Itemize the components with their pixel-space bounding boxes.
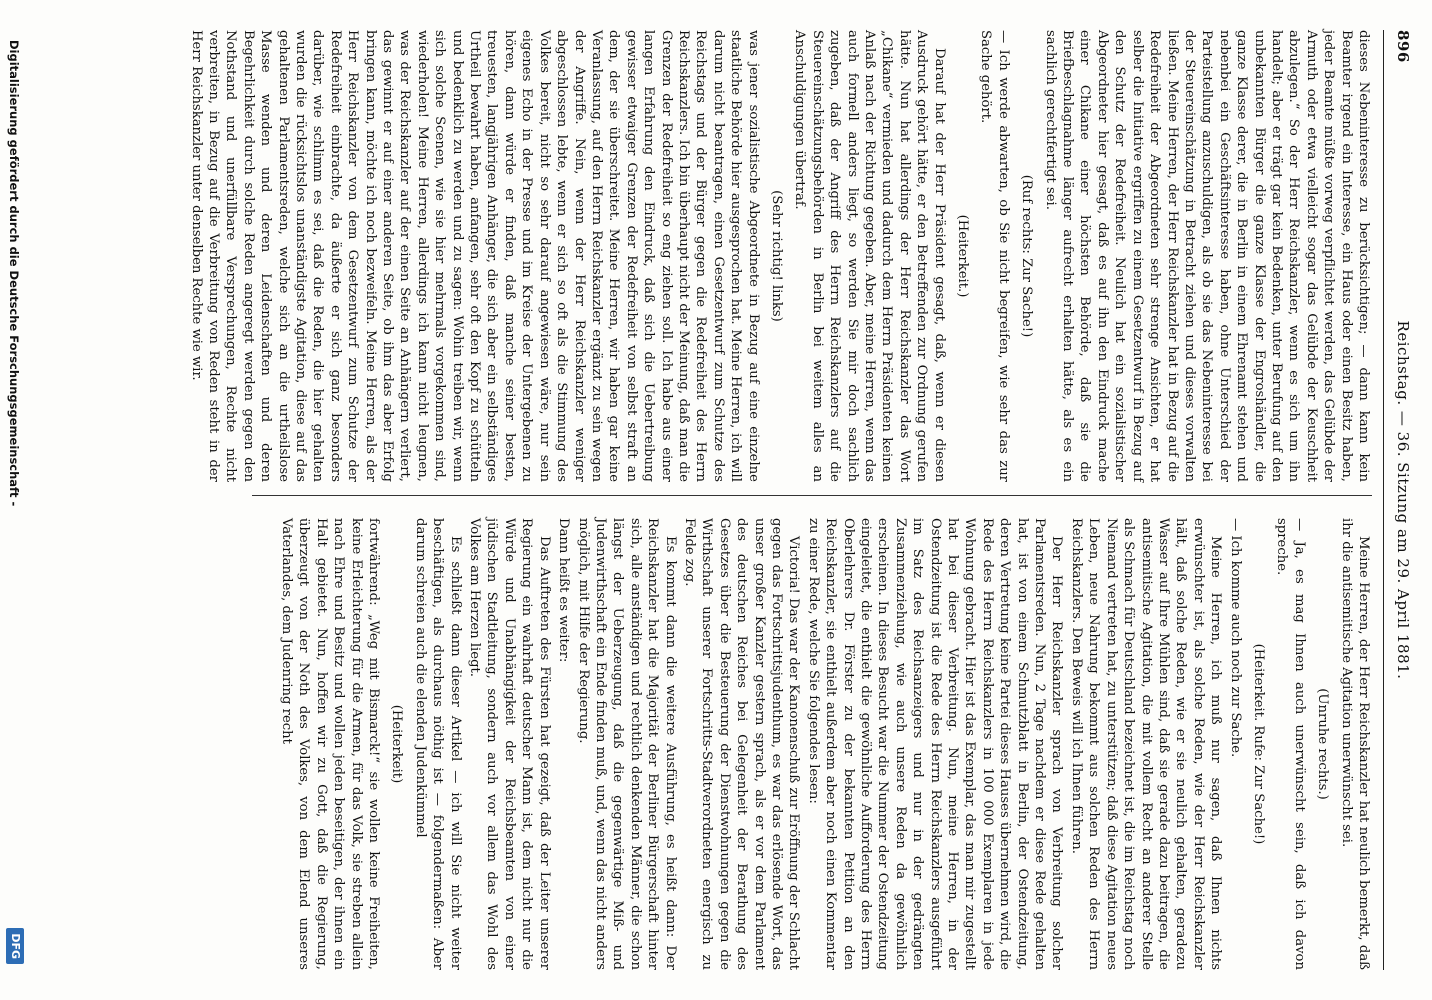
right-text-column	[276, 518, 1372, 970]
page-running-title: Reichstag. — 36. Sitzung am 29. April 1881.	[1394, 320, 1412, 680]
digitization-stamp	[4, 40, 24, 970]
paragraph: Meine Herren, der Herr Reichskanzler hat neulich bemerkt, daß ihr die antisemitische Agitation unerwünscht sei.	[1338, 518, 1371, 970]
page-header	[1386, 30, 1412, 970]
paragraph: — Ich komme auch noch zur Sache.	[1227, 518, 1243, 758]
interjection: (Sehr richtig! links)	[769, 190, 784, 322]
paragraph: Meine Herren, ich muß nur sagen, daß Ihnen nichts erwünschter ist, als solche Reden, wie der Herr Reichskanzler hält, daß solche Reden, wie er sie neulich gehalten, geradezu Wasser auf Ihre Mühlen sind, daß sie gerade dazu beitragen, die antisemitische Agitation, die mit vollem Recht an anderer Stelle als Schmach für Deutschland bezeichnet ist, die im Reichstag noch Niemand vertreten hat, zu unterstützen; daß diese Agitation neues Leben, neue Nahrung bekommt aus solchen Reden des Herrn Reichskanzlers. Den Beweis will ich Ihnen führen.	[1068, 518, 1224, 970]
paragraph: Darauf hat der Herr Präsident gesagt, daß, wenn er diesen Ausdruck gehört hätte, er den Betreffenden zur Ordnung gerufen hätte. Nun hat allerdings der Herr Reichskanzler das Wort „Chikane“ vermieden und dadurch dem Herrn Präsidenten keinen Anlaß nach der Richtung gegeben. Aber, meine Herren, wenn das auch formell anders liegt, so werden Sie mir doch sachlich zugeben, daß der Angriff des Herrn Reichskanzlers auf die Steuereinschätzungsbehörden in Berlin bei weitem alles an Anschuldigungen übertraf.	[792, 30, 947, 482]
page-number: 896	[1394, 30, 1412, 63]
interjection: (Heiterkeit.)	[955, 214, 971, 298]
digitization-note: Digitalisierung gefördert durch die Deutsche Forschungsgemeinschaft -	[7, 40, 21, 507]
interjection: (Unruhe rechts.)	[1315, 688, 1331, 800]
interjection: (Heiterkeit)	[389, 704, 405, 784]
dfg-logo: DFG	[6, 928, 24, 964]
paragraph: Das Auftreten des Fürsten hat gezeigt, daß der Leiter unserer Regierung ein wahrhaft deutscher Mann ist, dem nicht nur die Würde und Unabhängigkeit der Reichsbeamten von einer jüdischen Stadtleitung, sondern auch vor allem das Wohl des Volkes am Herzen liegt.	[467, 518, 552, 970]
paragraph: Dann heißt es weiter:	[556, 518, 572, 663]
paragraph: Es kommt dann die weitere Ausführung, es heißt dann: Der Reichskanzler hat die Majorität der Berliner Bürgerschaft hinter sich, alle anständigen und rechtlich denkenden Männer, die schon längst der Ueberzeugung, daß die gegenwärtige Miß- und Judenwirthschaft ein Ende finden muß, und, wenn das nicht anders möglich, mit Hilfe der Regierung.	[575, 518, 678, 970]
paragraph: was jener sozialistische Abgeordnete in Bezug auf eine einzelne staatliche Behörde hier ausgesprochen hat. Meine Herren, ich will darum nicht beantragen, einen Gesetzentwurf zum Schutze des Reichstags und der Bürger gegen die Redefreiheit des Herrn Reichskanzlers. Ich bin überhaupt nicht der Meinung, daß man die Grenzen der Redefreiheit so eng ziehen soll. Ich habe aus einer langen Erfahrung den Eindruck, daß sich die Uebertreibung gewisser etwaiger Grenzen der Redefreiheit von selbst straft an dem, der sie überschreitet. Meine Herren, wir haben gar keine Veranlassung, auf den Herrn Reichskanzler ergänzt zu sein wegen der Angriffe. Nein, wenn der Herr Reichskanzler weniger abgeschlossen lebte, wenn er sich so oft als die Stimmung des Volkes bereit, nicht so sehr darauf angewiesen wäre, nur sein eigenes Echo in der Presse und im Kreise der Untergebenen zu hören, dann würde er finden, daß manche seiner besten, treuesten, langjährigen Anhänger, die sich aber ein selbständiges Urtheil bewahrt haben, anfangen, sehr oft den Kopf zu schütteln und bedenklich zu werden und zu sagen: Wohin treiben wir, wenn sich solche Scenen, wie sie hier mehrmals vorgekommen sind, wiederholen! Meine Herren, allerdings ich kann nicht leugnen, was der Reichskanzler auf der einen Seite an Anhängern verliert, das gewinnt er auf einer anderen Seite, ob ihm das aber Erfolg bringen kann, möchte ich noch bezweifeln. Meine Herren, als der Herr Reichskanzler von dem Gesetzentwurf zum Schutze der Redefreiheit einbrachte, da äußerte er sich ganz besonders darüber, wie schlimm es sei, daß die Reden, die hier gehalten wurden die rücksichtslos unanständigste Agitation, diese auf das gehaltenen Parlamentsreden, welche sich an die urtheilslose Masse wenden und deren Leidenschaften und deren Begehrlichkeit durch solche Reden angeregt werden gegen den Nothstand und unerfüllbare Versprechungen, Rechte nicht verbreiten, in Bezug auf die Verbreitung von Reden steht in der Herr Reichskanzler unter denselben Rechte wie wir.	[188, 30, 761, 482]
column-divider	[252, 495, 1372, 496]
interjection: (Ruf rechts: Zur Sache!)	[1019, 174, 1035, 338]
paragraph: Victoria! Das war der Kanonenschuß zur Eröffnung der Schlacht gegen das Fortschrittsjudenthum, es war das erlösende Wort, das unser großer Kanzler gestern sprach, als er vor dem Parlament des deutschen Reiches bei Gelegenheit der Berathung des Gesetzes über die Besteuerung der Dienstwohnungen gegen die Wirthschaft unserer Fortschritts-Stadtverordneten energisch zu Felde zog.	[681, 518, 802, 970]
paragraph: Der Herr Reichskanzler sprach von Verbreitung solcher Parlamentsreden. Nun, 2 Tage nachdem er diese Rede gehalten hat, ist von einem Schmutzblatt in Berlin, der Ostendzeitung, deren Vertretung keine Partei dieses Hauses übernehmen wird, die Rede des Herrn Reichskanzlers in 100 000 Exemplaren in jede Wohnung gebracht. Hier ist das Exemplar, das man mir zugestellt hat bei dieser Verbreitung. Nun, meine Herren, in der Ostendzeitung ist die Rede des Herrn Reichskanzlers ausgeführt im Satz des Reichsanzeigers und nur in der gedrängten Zusammenziehung, wie auch unsere Reden da gewöhnlich erscheinen. In dieses Besucht war die Nummer der Ostendzeitung eingeleitet, die enthielt die gewöhnliche Aufforderung des Herrn Oberlehrers Dr. Förster zu der bekannten Petition an den Reichskanzler, sie enthielt außerdem aber noch einen Kommentar zu einer Rede, welche Sie folgendes lesen:	[805, 518, 1065, 970]
paragraph: dieses Nebeninteresse zu berücksichtigen; — dann kann kein Beamter irgend ein Interesse, ein Haus oder einen Besitz haben, jeder Beamte müßte vorweg verpflichtet werden, das Gelübde der Armuth oder etwa vielleicht sogar das Gelübde der Keuschheit abzulegen.“ So der Herr Reichskanzler, wenn es sich um ihn handelt; aber er trägt gar kein Bedenken, unter Berufung auf den unbekannten Bürger die ganze Klasse der Engroshändler, die ganze Klasse derer, die in Berlin in einem Ehrenamt stehen und nebenbei ein Geschäftsinteresse haben, ohne Unterschied der Parteistellung anzuschuldigen, als ob sie das Nebeninteresse bei der Steuereinschätzung in Betracht ziehen und dieses vorwalten ließen. Meine Herren, der Herr Reichskanzler hat in Bezug auf die Redefreiheit der Abgeordneten sehr strenge Ansichten, er hat selber die Initiative ergriffen zu einem Gesetzentwurf in Bezug auf den Schutz der Redefreiheit. Neulich hat ein sozialistischer Abgeordneter hier gesagt, daß es auf ihn den Eindruck mache einer Chikane einer höchsten Behörde, daß sie die Briefbeschlagnahme länger aufrecht erhalten hätte, als es ein sachlich gerechtfertigt sei.	[1042, 30, 1371, 482]
header-rule	[1383, 30, 1384, 970]
paragraph: Es schließt dann dieser Artikel — ich will Sie nicht weiter beschäftigen, als durchaus nöthig ist — folgendermaßen: Aber darum schreien auch die elenden Judenkümmel	[412, 518, 463, 970]
left-text-column	[185, 30, 1372, 482]
interjection: (Heiterkeit. Rufe: Zur Sache!)	[1250, 643, 1266, 845]
paragraph: — Ja, es mag Ihnen auch unerwünscht sein, daß ich davon spreche.	[1274, 518, 1307, 970]
paragraph: — Ich werde abwarten, ob Sie nicht begreifen, wie sehr das zur Sache gehört.	[978, 30, 1011, 482]
paragraph: fortwährend: „Weg mit Bismarck!“ sie wollen keine Freiheiten, keine Erleichterung für die Armen, für das Volk, sie streben allein nach Ehre und Besitz und wollen jeden beseitigen, der ihnen ein Halt gebietet. Nun, hoffen wir zu Gott, daß die Regierung, überzeugt von der Noth des Volkes, von dem Elend unseres Vaterlandes, dem Judenring recht	[279, 518, 382, 970]
